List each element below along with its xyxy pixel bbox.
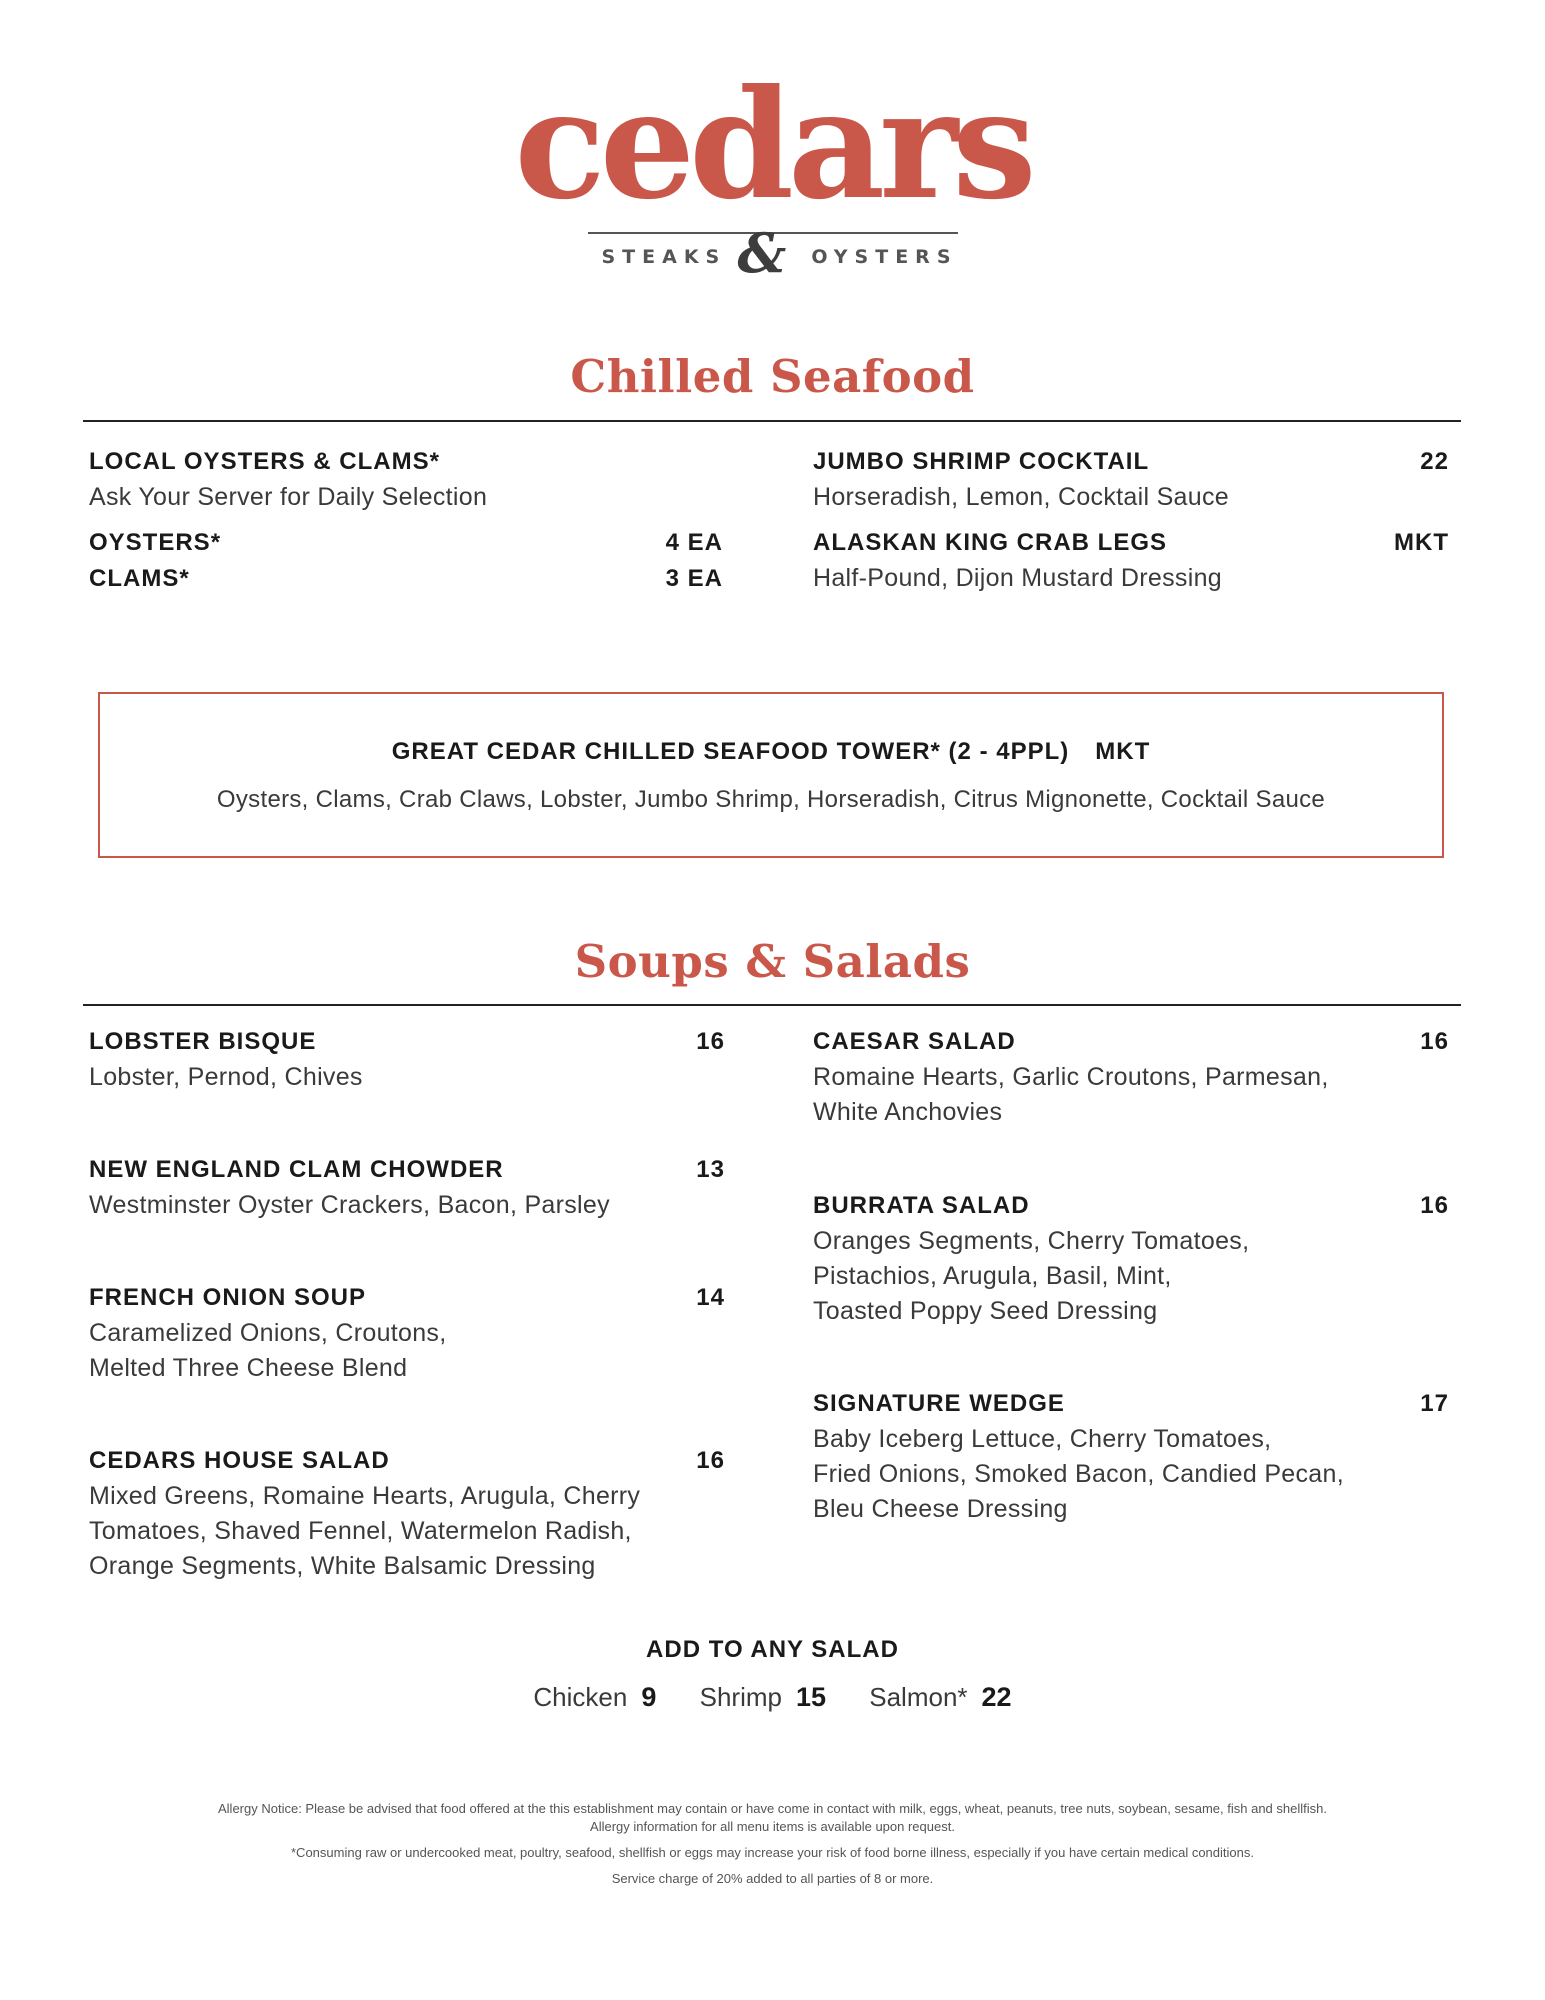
- seafood-tower-box: [98, 692, 1444, 858]
- item-name: CAESAR SALAD: [813, 1028, 1016, 1055]
- item-desc: Oranges Segments, Cherry Tomatoes,: [813, 1227, 1250, 1255]
- item-name: CEDARS HOUSE SALAD: [89, 1447, 390, 1474]
- item-name: OYSTERS*: [89, 529, 222, 556]
- item-desc: Fried Onions, Smoked Bacon, Candied Pecan,: [813, 1460, 1344, 1488]
- item-desc: Horseradish, Lemon, Cocktail Sauce: [813, 483, 1229, 511]
- item-desc: Mixed Greens, Romaine Hearts, Arugula, Cherry: [89, 1482, 641, 1510]
- item-desc: Baby Iceberg Lettuce, Cherry Tomatoes,: [813, 1425, 1272, 1453]
- menu-item: [89, 1024, 725, 1095]
- item-desc: Orange Segments, White Balsamic Dressing: [89, 1552, 596, 1580]
- addon-name: Shrimp: [699, 1682, 782, 1712]
- addon-price: 9: [641, 1682, 657, 1712]
- item-name: LOBSTER BISQUE: [89, 1028, 317, 1055]
- addon-name: Salmon*: [869, 1682, 968, 1712]
- addon-name: Chicken: [533, 1682, 628, 1712]
- item-name: FRENCH ONION SOUP: [89, 1284, 367, 1311]
- item-price: 14: [696, 1284, 725, 1311]
- logo-tagline: [588, 221, 958, 285]
- addon-title: ADD TO ANY SALAD: [646, 1636, 899, 1663]
- menu-item: [813, 525, 1449, 596]
- item-name: SIGNATURE WEDGE: [813, 1390, 1065, 1417]
- logo-ampersand: &: [737, 221, 787, 285]
- item-price: MKT: [1394, 529, 1449, 556]
- item-desc: Caramelized Onions, Croutons,: [89, 1319, 447, 1347]
- logo-wordmark: cedars: [514, 57, 1031, 233]
- menu-item: [89, 561, 723, 597]
- item-price: 4 EA: [665, 529, 723, 556]
- item-price: 16: [696, 1447, 725, 1474]
- item-price: 17: [1420, 1390, 1449, 1417]
- logo-tag-right: OYSTERS: [811, 246, 958, 268]
- section-rule-soups: [83, 1004, 1461, 1006]
- service-charge-note: Service charge of 20% added to all parties of 8 or more.: [611, 1871, 934, 1886]
- logo-tag-left: STEAKS: [601, 246, 727, 268]
- menu-item: [813, 1024, 1449, 1130]
- item-desc: Toasted Poppy Seed Dressing: [813, 1297, 1158, 1325]
- menu-item: [89, 1443, 725, 1584]
- item-desc: Melted Three Cheese Blend: [89, 1354, 408, 1382]
- addon-item: [533, 1682, 656, 1713]
- item-name: CLAMS*: [89, 565, 190, 592]
- section-rule-chilled: [83, 420, 1461, 422]
- menu-item: [89, 1280, 725, 1386]
- item-price: 22: [1420, 448, 1449, 475]
- addon-item: [869, 1682, 1011, 1713]
- item-name: ALASKAN KING CRAB LEGS: [813, 529, 1168, 556]
- menu-item: [813, 444, 1449, 515]
- addon-price: 15: [795, 1682, 827, 1712]
- item-price: 13: [696, 1156, 725, 1183]
- menu-item: [813, 1188, 1449, 1329]
- item-desc: Bleu Cheese Dressing: [813, 1495, 1068, 1523]
- tower-price: MKT: [1095, 738, 1151, 765]
- item-desc: White Anchovies: [813, 1098, 1003, 1126]
- menu-item: [89, 525, 723, 561]
- allergy-info: Allergy information for all menu items is available upon request.: [590, 1819, 955, 1834]
- item-desc: Half-Pound, Dijon Mustard Dressing: [813, 564, 1222, 592]
- item-price: 16: [1420, 1192, 1449, 1219]
- logo: [0, 57, 1545, 285]
- item-name: NEW ENGLAND CLAM CHOWDER: [89, 1156, 504, 1183]
- item-desc: Pistachios, Arugula, Basil, Mint,: [813, 1262, 1172, 1290]
- tower-name: GREAT CEDAR CHILLED SEAFOOD TOWER* (2 - 4PPL): [391, 738, 1070, 765]
- item-price: 16: [1420, 1028, 1449, 1055]
- allergy-notice: Allergy Notice: Please be advised that food offered at the this establishment may contain or have come in contact with milk, eggs, wheat, peanuts, tree nuts, soybean, sesame, fish and shellfish.: [218, 1801, 1327, 1816]
- menu-item: [89, 444, 725, 515]
- section-title-soups: Soups & Salads: [574, 935, 971, 988]
- item-desc: Lobster, Pernod, Chives: [89, 1063, 363, 1091]
- item-desc: Tomatoes, Shaved Fennel, Watermelon Radish,: [89, 1517, 632, 1545]
- addon-row: [0, 1682, 1545, 1713]
- addon-price: 22: [981, 1682, 1012, 1712]
- item-desc: Romaine Hearts, Garlic Croutons, Parmesan,: [813, 1063, 1329, 1091]
- item-name: LOCAL OYSTERS & CLAMS*: [89, 448, 440, 475]
- section-title-chilled: Chilled Seafood: [570, 350, 975, 403]
- menu-item: [89, 1152, 725, 1223]
- footer-notices: [0, 1800, 1545, 1896]
- consumption-warning: *Consuming raw or undercooked meat, poultry, seafood, shellfish or eggs may increase your risk of food borne illness, especially if you have certain medical conditions.: [291, 1845, 1254, 1860]
- item-price: 16: [696, 1028, 725, 1055]
- item-desc: Ask Your Server for Daily Selection: [89, 483, 488, 511]
- item-name: JUMBO SHRIMP COCKTAIL: [813, 448, 1150, 475]
- item-price: 3 EA: [665, 565, 723, 592]
- item-name: BURRATA SALAD: [813, 1192, 1030, 1219]
- tower-desc: Oysters, Clams, Crab Claws, Lobster, Jumbo Shrimp, Horseradish, Citrus Mignonette, Cocktail Sauce: [216, 786, 1326, 813]
- addon-item: [700, 1682, 826, 1713]
- menu-item: [813, 1386, 1449, 1527]
- item-desc: Westminster Oyster Crackers, Bacon, Parsley: [89, 1191, 610, 1219]
- tower-line: [100, 738, 1442, 766]
